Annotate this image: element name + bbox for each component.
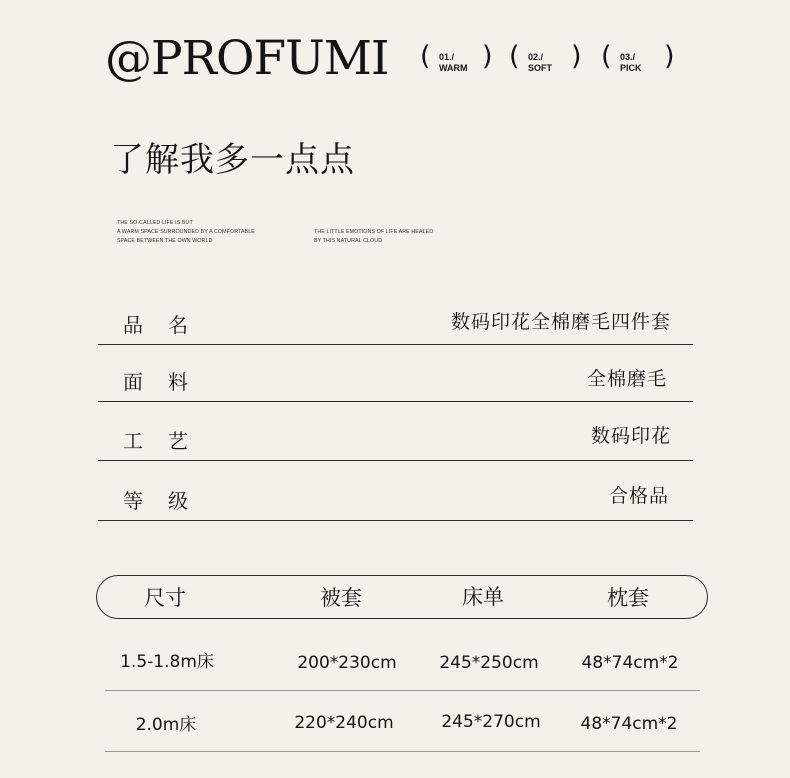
badge-number: 02./ xyxy=(528,52,544,62)
badge-number: 01./ xyxy=(439,52,455,62)
duvet-cell: 200*230cm xyxy=(297,653,397,673)
spec-row-craft xyxy=(98,402,693,461)
table-row xyxy=(105,691,700,752)
pillowcase-cell: 48*74cm*2 xyxy=(580,714,678,734)
size-cell: 1.5-1.8m床 xyxy=(120,652,214,672)
pillowcase-cell: 48*74cm*2 xyxy=(581,653,679,673)
tagline-right: THE LITTLE EMOTIONS OF LIFE ARE HEALED BY THIS NATURAL CLOUD xyxy=(314,229,434,244)
spec-value: 全棉磨毛 xyxy=(586,368,667,390)
badge-soft: ( 02./ SOFT ) xyxy=(509,41,582,73)
spec-label: 工艺 xyxy=(123,429,213,453)
spec-label: 等级 xyxy=(123,489,213,513)
badge-word: SOFT xyxy=(528,63,552,73)
header-duvet: 被套 xyxy=(320,586,362,610)
badge-number: 03./ xyxy=(620,52,636,62)
duvet-cell: 220*240cm xyxy=(294,713,394,733)
spec-label: 品名 xyxy=(123,313,213,337)
badge-word: WARM xyxy=(439,63,468,73)
page-title: 了解我多一点点 xyxy=(110,140,355,180)
spec-value: 数码印花 xyxy=(590,425,671,447)
header-sheet: 床单 xyxy=(462,585,504,609)
size-cell: 2.0m床 xyxy=(135,715,197,735)
spec-row-name xyxy=(98,286,693,345)
spec-label: 面料 xyxy=(123,370,213,394)
spec-row-fabric xyxy=(98,343,693,402)
header-size: 尺寸 xyxy=(144,586,186,610)
badge-word: PICK xyxy=(620,63,642,73)
table-row xyxy=(105,630,700,691)
badge-pick: ( 03./ PICK ) xyxy=(601,41,675,73)
header-pillowcase: 枕套 xyxy=(607,586,649,610)
brand-logo: @PROFUMI xyxy=(105,31,389,86)
spec-row-grade xyxy=(98,462,693,521)
tagline-left: THE SO-CALLED LIFE IS BUT A WARM SPACE SURROUNDED BY A COMFORTABLE SPACE BETWEEN THE OWN WORLD xyxy=(117,220,255,244)
badge-warm: ( 01./ WARM ) xyxy=(420,41,493,73)
sheet-cell: 245*270cm xyxy=(441,712,541,732)
spec-value: 合格品 xyxy=(608,485,669,507)
size-table-header xyxy=(96,575,708,619)
sheet-cell: 245*250cm xyxy=(439,653,539,673)
spec-value: 数码印花全棉磨毛四件套 xyxy=(450,311,671,333)
